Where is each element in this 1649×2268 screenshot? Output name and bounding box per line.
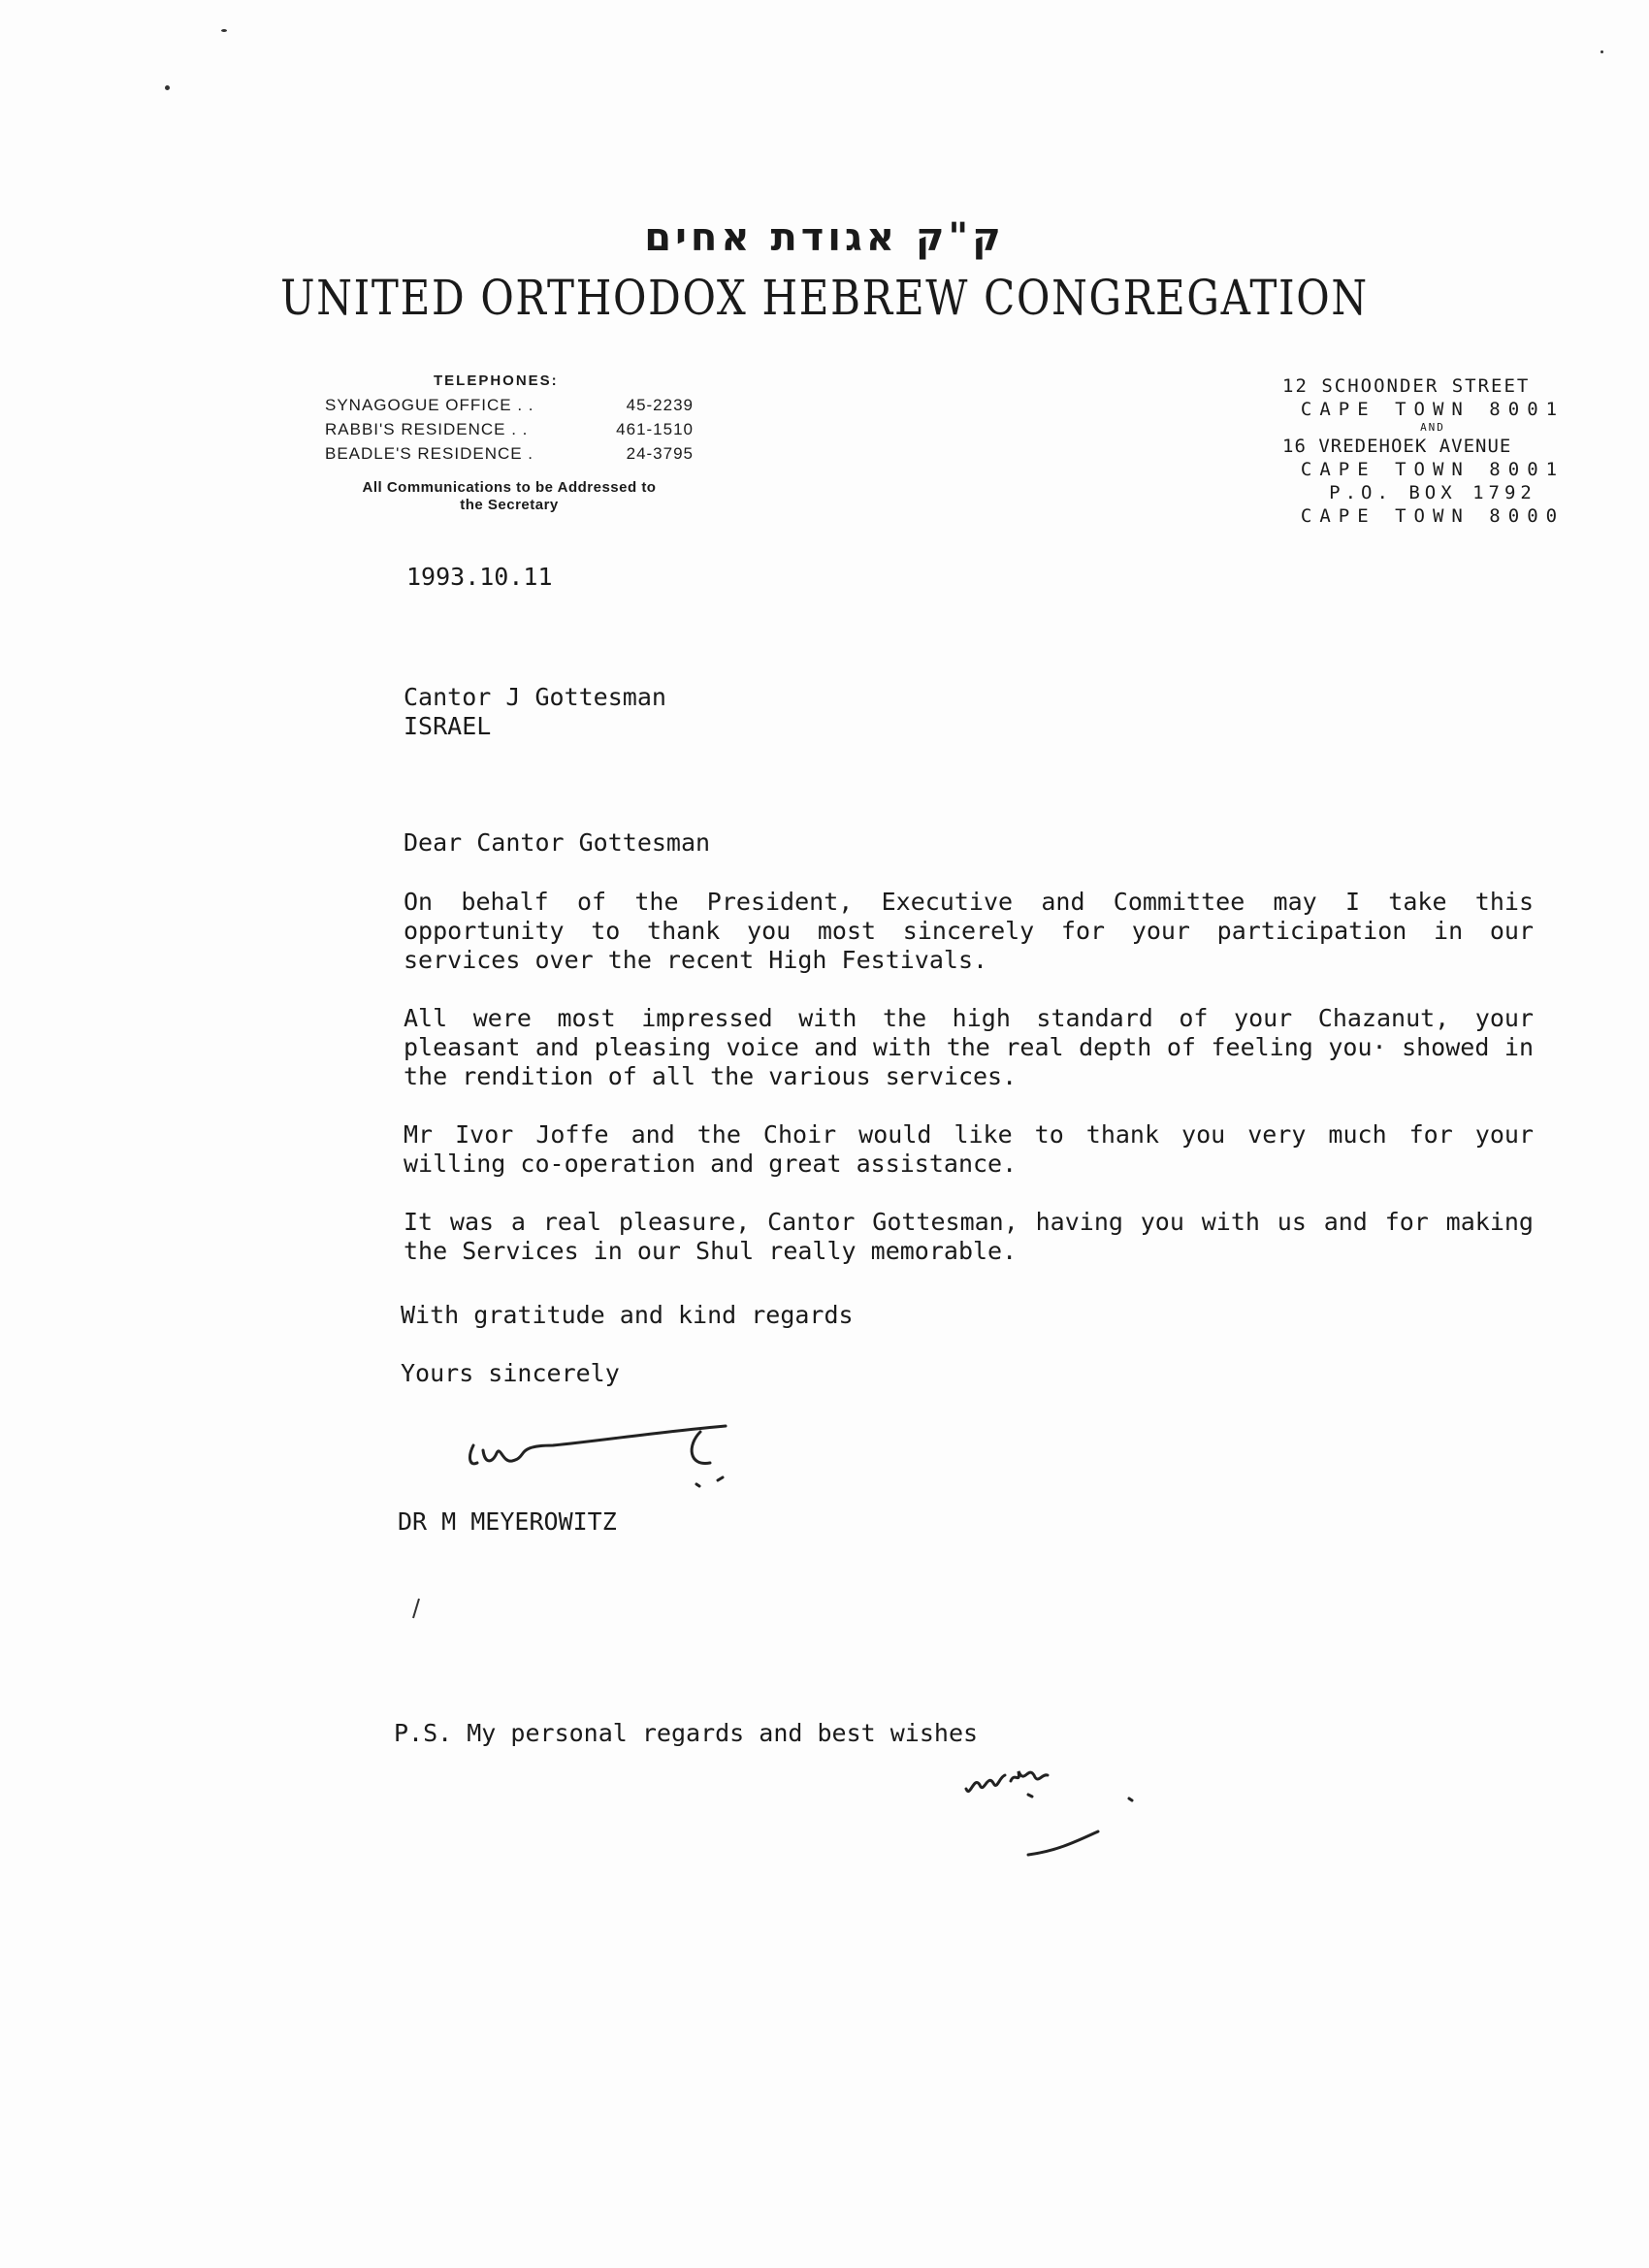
salutation: Dear Cantor Gottesman	[404, 828, 711, 857]
pen-mark	[407, 1595, 427, 1624]
recipient-block	[404, 683, 666, 741]
phone-label: SYNAGOGUE OFFICE . .	[325, 396, 534, 414]
speck	[1600, 50, 1603, 53]
recipient-name: Cantor J Gottesman	[404, 683, 666, 711]
address-line: CAPE TOWN 8001	[1300, 459, 1566, 480]
communications-note	[325, 479, 694, 514]
phone-number: 24-3795	[626, 444, 694, 463]
organization-name: UNITED ORTHODOX HEBREW CONGREGATION	[280, 270, 1369, 326]
recipient-country: ISRAEL	[404, 712, 492, 740]
address-line: CAPE TOWN 8000	[1300, 505, 1566, 527]
telephones-heading: TELEPHONES:	[434, 373, 559, 389]
address-line: 16 VREDEHOEK AVENUE	[1282, 436, 1512, 457]
body-paragraph: It was a real pleasure, Cantor Gottesman, having you with us and for making the Services in our Shul really memorable.	[404, 1208, 1534, 1265]
speck	[221, 29, 227, 32]
address-and: AND	[1420, 421, 1445, 434]
address-block	[1282, 374, 1583, 528]
postscript: P.S. My personal regards and best wishes	[394, 1719, 979, 1747]
phone-label: BEADLE'S RESIDENCE .	[325, 444, 534, 463]
phone-number: 45-2239	[626, 396, 694, 414]
signature-mark	[456, 1407, 747, 1494]
initials-signature	[960, 1746, 1154, 1872]
phone-row	[325, 417, 694, 441]
phone-number: 461-1510	[616, 420, 694, 438]
letter-body	[404, 888, 1534, 1266]
note-line: the Secretary	[460, 497, 559, 513]
address-line: P.O. BOX 1792	[1329, 482, 1536, 503]
signer-name: DR M MEYEROWITZ	[398, 1507, 617, 1536]
sign-off: Yours sincerely	[401, 1359, 620, 1387]
address-line: CAPE TOWN 8001	[1300, 399, 1566, 420]
closing-block	[401, 1301, 854, 1417]
body-paragraph: On behalf of the President, Executive and Committee may I take this opportunity to thank you most sincerely for your participation in our services over the recent High Festivals.	[404, 888, 1534, 974]
phone-label: RABBI'S RESIDENCE . .	[325, 420, 529, 438]
letter-date: 1993.10.11	[406, 563, 553, 591]
body-paragraph: All were most impressed with the high standard of your Chazanut, your pleasant and pleasing voice and with the real depth of feeling you· showed in the rendition of all the various services.	[404, 1004, 1534, 1090]
body-paragraph: Mr Ivor Joffe and the Choir would like to thank you very much for your willing co-operation and great assistance.	[404, 1120, 1534, 1178]
phone-row	[325, 393, 694, 417]
closing-line: With gratitude and kind regards	[401, 1301, 854, 1329]
address-line: 12 SCHOONDER STREET	[1282, 375, 1531, 397]
hebrew-letterhead-name: ק"ק אגודת אחים	[644, 215, 1005, 260]
phone-row	[325, 441, 694, 466]
telephone-block	[325, 369, 694, 514]
note-line: All Communications to be Addressed to	[362, 479, 657, 496]
speck	[165, 85, 170, 90]
